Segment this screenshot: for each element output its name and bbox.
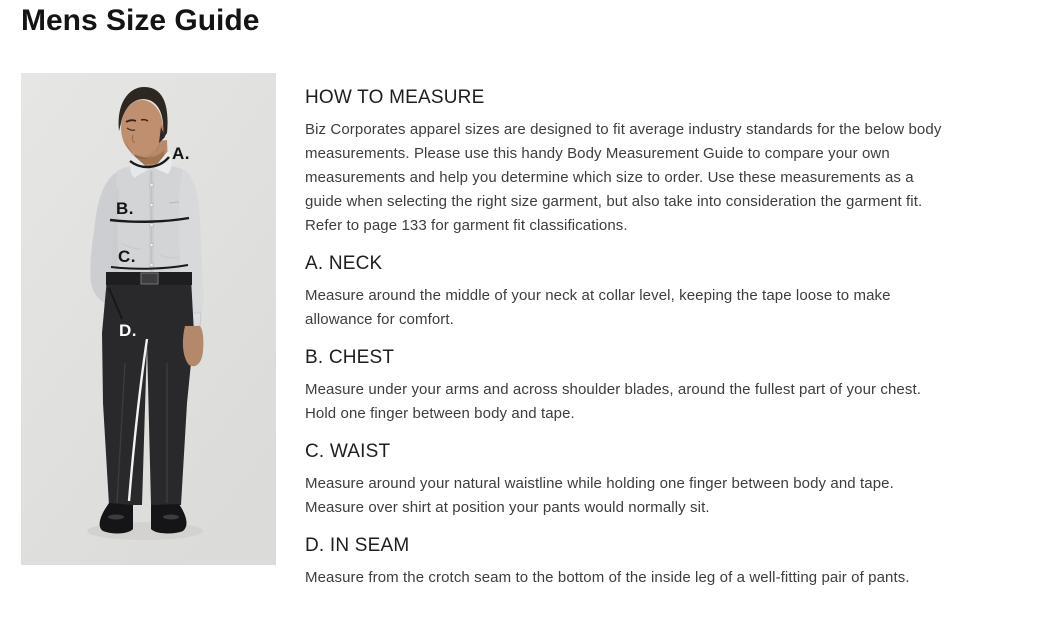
waist-section-body: Measure around your natural waistline while holding one finger between body and tape. Measure over shirt at position your pants would normally sit. — [305, 475, 894, 516]
chest-section-body: Measure under your arms and across shoulder blades, around the fullest part of your chest. Hold one finger between body and tape. — [305, 381, 921, 422]
figure-label-chest: B. — [116, 199, 134, 218]
waist-section-heading: C. WAIST — [305, 441, 391, 462]
how-to-measure-body: Biz Corporates apparel sizes are designed to fit average industry standards for the below body measurements. Please use this handy Body Measurement Guide to compare your own measurements and help you determine which size to order. Use these measurements as a guide when selecting the right size garment, but also take into consideration the garment fit. Refer to page 133 for garment fit classifications. — [305, 121, 942, 234]
measure-instructions — [305, 86, 945, 590]
measurement-guide-photo — [21, 73, 276, 565]
model-photo-illustration — [21, 73, 276, 565]
neck-section-heading: A. NECK — [305, 253, 383, 274]
page-title: Mens Size Guide — [21, 4, 260, 37]
inseam-section-heading: D. IN SEAM — [305, 535, 410, 556]
neck-section-body: Measure around the middle of your neck at collar level, keeping the tape loose to make allowance for comfort. — [305, 287, 891, 328]
figure-label-inseam: D. — [119, 321, 137, 340]
figure-label-waist: C. — [118, 247, 136, 266]
how-to-measure-heading: HOW TO MEASURE — [305, 87, 485, 108]
figure-label-neck: A. — [172, 144, 190, 163]
inseam-section-body: Measure from the crotch seam to the bottom of the inside leg of a well-fitting pair of pants. — [305, 569, 910, 586]
chest-section-heading: B. CHEST — [305, 347, 395, 368]
